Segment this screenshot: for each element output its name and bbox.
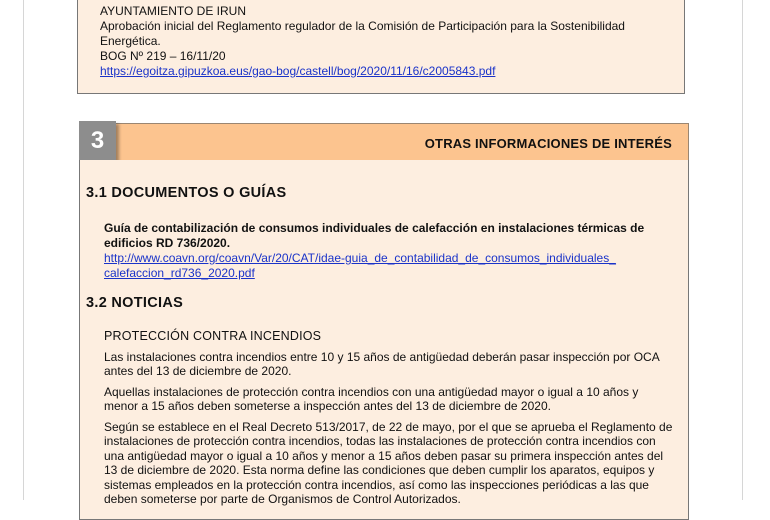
section-body [79, 160, 689, 520]
guide-link-line2[interactable]: calefaccion_rd736_2020.pdf [104, 266, 255, 280]
notice-org: AYUNTAMIENTO DE IRUN [100, 4, 247, 18]
section-number-badge: 3 [79, 121, 116, 160]
page-right-edge [742, 0, 743, 500]
news-title: PROTECCIÓN CONTRA INCENDIOS [104, 329, 322, 343]
news-paragraph: Aquellas instalaciones de protección contra incendios con una antigüedad mayor o igual a 10 años y menor a 15 años deben someterse a inspección antes del 13 de diciembre de 2020. [104, 384, 639, 413]
notice-description: Aprobación inicial del Reglamento regulador de la Comisión de Participación para la Sostenibilidad Energética. [100, 19, 625, 48]
guide-title: Guía de contabilización de consumos individuales de calefacción en instalaciones térmicas de edificios RD 736/2020. [104, 221, 645, 250]
documents-heading: 3.1 DOCUMENTOS O GUÍAS [86, 185, 287, 201]
section-header [79, 123, 689, 161]
page-left-edge [23, 0, 24, 500]
notice-bulletin: BOG Nº 219 – 16/11/20 [100, 49, 226, 63]
news-entry [104, 329, 674, 513]
notice-text [100, 4, 660, 79]
notice-box [77, 0, 685, 94]
notice-link[interactable]: https://egoitza.gipuzkoa.eus/gao-bog/castell/bog/2020/11/16/c2005843.pdf [100, 64, 496, 78]
news-paragraph: Según se establece en el Real Decreto 513/2017, de 22 de mayo, por el que se aprueba el Reglamento de instalaciones de protección contra incendios, todas las instalaciones de protección contra incendios con una antigüedad mayor o igual a 10 años y menor a 15 años deben pasar su primera inspección antes del 13 de diciembre de 2020. Esta norma define las condiciones que deben cumplir los aparatos, equipos y sistemas empleados en la protección contra incendios, así como las inspecciones periódicas a las que deben someterse por parte de Organismos de Control Autorizados. [104, 419, 673, 506]
news-heading: 3.2 NOTICIAS [86, 295, 184, 311]
guide-link-line1[interactable]: http://www.coavn.org/coavn/Var/20/CAT/idae-guia_de_contabilidad_de_consumos_individuales_ [104, 251, 616, 265]
news-paragraph: Las instalaciones contra incendios entre 10 y 15 años de antigüedad deberán pasar inspección por OCA antes del 13 de diciembre de 2020. [104, 349, 660, 378]
section-title: OTRAS INFORMACIONES DE INTERÉS [424, 136, 672, 151]
guide-entry [104, 221, 669, 281]
